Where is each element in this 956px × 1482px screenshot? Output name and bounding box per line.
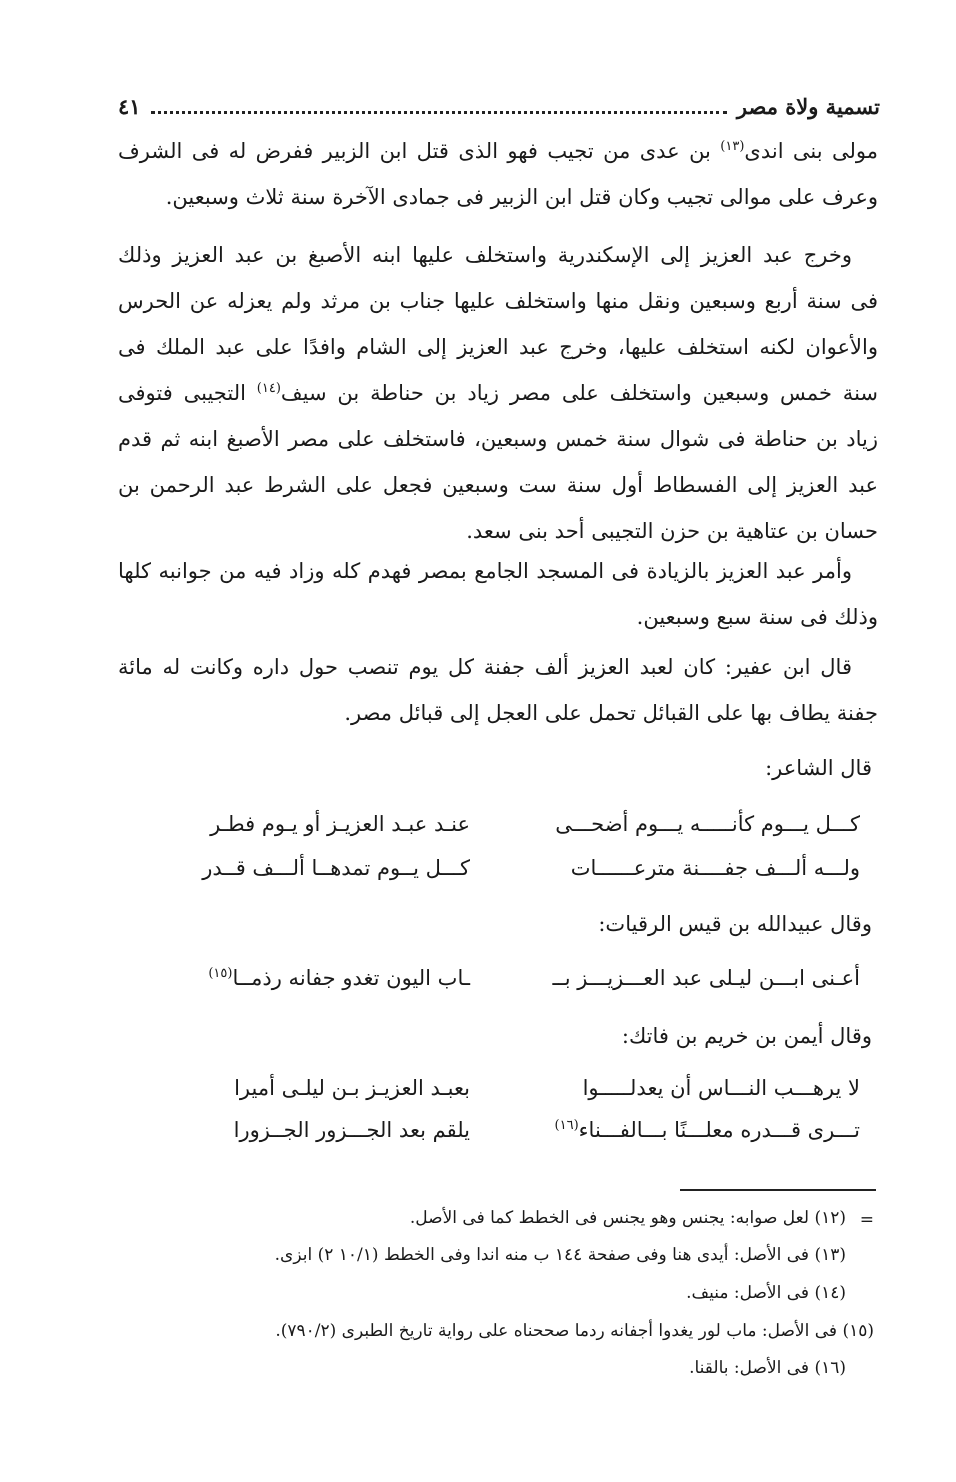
text-line: وعرف على موالى تجيب وكان قتل ابن الزبير فى جمادى الآخرة سنة ثلاث وسبعين. (165, 185, 878, 209)
poem-intro: وقال أيمن بن خريم بن فاتك: (621, 1024, 872, 1048)
running-header (118, 94, 880, 119)
paragraph-3 (118, 560, 878, 652)
footnote: (١٢) لعل صوابه: يجنس وهو يجنس فى الخطط كما فى الأصل. (409, 1208, 846, 1228)
header-leader-dots (151, 95, 727, 114)
footnote: (١٤) فى الأصل: منيف. (686, 1283, 846, 1303)
footnote-ref: (١٦) (554, 1118, 579, 1133)
paragraph-1 (118, 140, 878, 232)
verse-second-hemistich: عنـد عبـد العزيـز أو يـوم فطـر (210, 812, 470, 836)
text-line: سنة خمس وسبعين واستخلف على مصر زياد بن حناطة بن سيف$^{(١٤)}$ التجيبى فتوفى (118, 381, 879, 405)
verse-first-hemistich: ولـــه ألـــف جفــــنة مترعــــــات (570, 856, 860, 880)
footnote-ref: (١٣) (720, 139, 745, 154)
verse-first-hemistich: لا يرهـــب النـــاس أن يعدلـــــوا (582, 1076, 860, 1100)
verse-first-hemistich: أعـنى ابـــن ليـلى عبد العـــزيـــز بــ (552, 966, 860, 990)
footnote: (١٣) فى الأصل: أيدى هنا وفى صفحة ١٤٤ ب منه اندا وفى الخطط (١٠/١ ٢) ابزى. (274, 1245, 846, 1265)
paragraph-2 (118, 244, 878, 566)
verse-second-hemistich: ـاب اليون تغدو جفانه رذمــا$^{(١٥)}$ (208, 966, 470, 990)
verse-second-hemistich: بعبـد العزيـز بـن ليلـى أميرا (234, 1076, 470, 1100)
verse-line (140, 1076, 860, 1116)
header-title: تسمية ولاة مصر (736, 94, 880, 119)
footnote-separator (680, 1189, 876, 1191)
footnote: (١٦) فى الأصل: بالقنا. (689, 1358, 846, 1378)
footnote-ref: (١٥) (208, 966, 233, 981)
footnote-continuation-mark: = (859, 1210, 874, 1230)
verse-line (140, 966, 860, 1006)
text-line: زياد بن حناطة فى شوال سنة خمس وسبعين، فاستخلف على مصر الأصبغ ابنه ثم قدم (118, 427, 878, 451)
verse-first-hemistich: كـــل يـــوم كأنـــــه يـــوم أضحـــى (555, 812, 860, 836)
text-line: وذلك فى سنة سبع وسبعين. (636, 605, 878, 629)
page-number: ٤١ (118, 94, 141, 119)
footnote-ref: (١٤) (256, 381, 281, 396)
text-line: مولى بنى اندى$^{(١٣)}$ بن عدى من تجيب فهو الذى قتل ابن الزبير ففرض له فى الشرف (118, 139, 878, 163)
text-line: وأمر عبد العزيز بالزيادة فى المسجد الجامع بمصر فهدم كله وزاد فيه من جوانبه كلها (118, 559, 852, 583)
text-line: والأعوان لكنه استخلف عليها، وخرج عبد العزيز إلى الشام وافدًا على عبد الملك فى (118, 335, 878, 359)
footnote: (١٥) فى الأصل: ماب لور يغدوا أجفانه ردما صححناه على رواية تاريخ الطبرى (٧٩٠/٢). (275, 1321, 874, 1341)
paragraph-4 (118, 656, 878, 748)
text-line: جفنة يطاف بها على القبائل تحمل على العجل إلى قبائل مصر. (344, 701, 878, 725)
text-line: وخرج عبد العزيز إلى الإسكندرية واستخلف عليها ابنه الأصبغ بن عبد العزيز وذلك (118, 243, 852, 267)
text-line: حسان بن عتاهية بن حزن التجيبى أحد بنى سعد. (466, 519, 878, 543)
verse-second-hemistich: يلقم بعد الجـــزور الجــزورا (233, 1118, 470, 1142)
verse-line (140, 1118, 860, 1158)
poem-intro: وقال عبيدالله بن قيس الرقيات: (598, 912, 872, 936)
verse-second-hemistich: كـــل يــوم تمدهــا ألـــف قــدر (202, 856, 470, 880)
text-line: فى سنة أربع وسبعين ونقل منها واستخلف عليها جناب بن مرثد ولم يعزله عن الحرس (118, 289, 878, 313)
text-line: عبد العزيز إلى الفسطاط أول سنة ست وسبعين فجعل على الشرط عبد الرحمن بن (118, 473, 878, 497)
verse-line (140, 812, 860, 852)
text-line: قال ابن عفير: كان لعبد العزيز ألف جفنة كل يوم تنصب حول داره وكانت له مائة (118, 655, 852, 679)
verse-first-hemistich: تـــرى قـــدره معلـــنًا بـــالفـــناء$^{(١٦)}$ (554, 1118, 860, 1142)
poem-intro: قال الشاعر: (765, 756, 872, 780)
verse-line (140, 856, 860, 896)
